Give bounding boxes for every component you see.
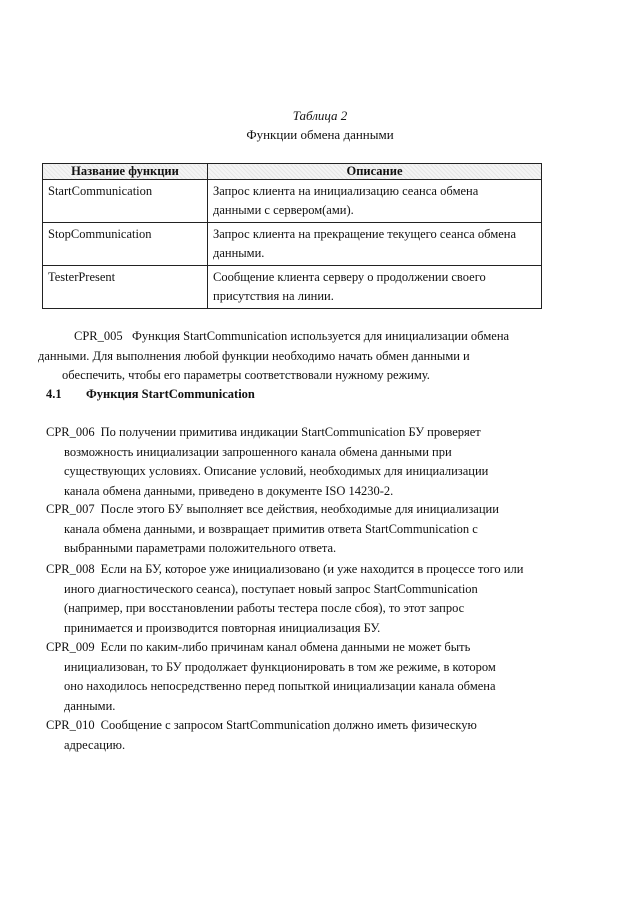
function-description [208, 223, 542, 266]
table-title: Функции обмена данными [246, 127, 394, 142]
function-description [208, 180, 542, 223]
function-name: StartCommunication [43, 180, 208, 223]
section-title: Функция StartCommunication [86, 387, 255, 401]
requirement-line: оно находилось непосредственно перед попыткой инициализации канала обмена [64, 679, 496, 693]
header-description: Описание [208, 164, 542, 180]
requirement-text: Сообщение с запросом StartCommunication должно иметь физическую [100, 718, 477, 732]
intro-paragraph [38, 327, 542, 386]
description-line: Сообщение клиента серверу о продолжении своего [213, 270, 486, 284]
section-heading [46, 387, 255, 402]
requirement-text: По получении примитива индикации StartCommunication БУ проверяет [100, 425, 481, 439]
table-row [43, 266, 542, 309]
table-row [43, 180, 542, 223]
requirement-text: После этого БУ выполняет все действия, необходимые для инициализации [100, 502, 499, 516]
description-line: Запрос клиента на прекращение текущего сеанса обмена [213, 227, 517, 241]
requirement-line: возможность инициализации запрошенного канала обмена данными при [64, 444, 452, 459]
function-description [208, 266, 542, 309]
intro-line: обеспечить, чтобы его параметры соответствовали нужному режиму. [62, 368, 430, 382]
requirement-line: (например, при восстановлении работы тестера после сбоя), то этот запрос [64, 601, 465, 615]
description-line: данными с сервером(ами). [213, 203, 354, 217]
functions-table [42, 163, 542, 309]
requirement-text: Если по каким-либо причинам канал обмена данными не может быть [100, 640, 471, 654]
description-line: данными. [213, 246, 265, 260]
requirement-text: Если на БУ, которое уже инициализовано (и уже находится в процессе того или [100, 562, 524, 576]
table-caption: Таблица 2 [292, 108, 348, 123]
requirement-cpr-008 [46, 560, 554, 638]
requirement-code: CPR_008 [46, 562, 95, 576]
requirement-code: CPR_009 [46, 640, 95, 654]
requirement-line: выбранными параметрами положительного ответа. [64, 541, 337, 555]
requirement-code: CPR_007 [46, 502, 95, 516]
requirement-line: данными. [64, 698, 116, 713]
requirement-cpr-009 [46, 638, 554, 716]
intro-line: данными. Для выполнения любой функции необходимо начать обмен данными и [38, 348, 470, 363]
table-header-row [43, 164, 542, 180]
requirement-line: иного диагностического сеанса), поступает новый запрос StartCommunication [64, 581, 478, 596]
requirement-line: канала обмена данными, приведено в документе ISO 14230-2. [64, 483, 394, 498]
requirement-code: CPR_006 [46, 425, 95, 439]
requirement-cpr-007 [46, 500, 554, 559]
requirement-line: канала обмена данными, и возвращает примитив ответа StartCommunication с [64, 521, 478, 536]
requirement-line: инициализован, то БУ продолжает функционировать в том же режиме, в котором [64, 659, 496, 674]
requirement-line: принимается и производится повторная инициализация БУ. [64, 620, 381, 635]
requirement-line: существующих условиях. Описание условий, необходимых для инициализации [64, 464, 489, 478]
requirement-line: адресацию. [64, 737, 126, 752]
description-line: присутствия на линии. [213, 289, 334, 303]
function-name: TesterPresent [43, 266, 208, 309]
section-number: 4.1 [46, 387, 62, 401]
requirement-cpr-010 [46, 716, 554, 755]
intro-first-line: CPR_005 Функция StartCommunication используется для инициализации обмена [74, 329, 510, 343]
description-line: Запрос клиента на инициализацию сеанса обмена [213, 184, 479, 198]
requirement-code: CPR_010 [46, 718, 95, 732]
header-function-name: Название функции [43, 164, 208, 180]
function-name: StopCommunication [43, 223, 208, 266]
table-row [43, 223, 542, 266]
requirement-cpr-006 [46, 423, 554, 501]
